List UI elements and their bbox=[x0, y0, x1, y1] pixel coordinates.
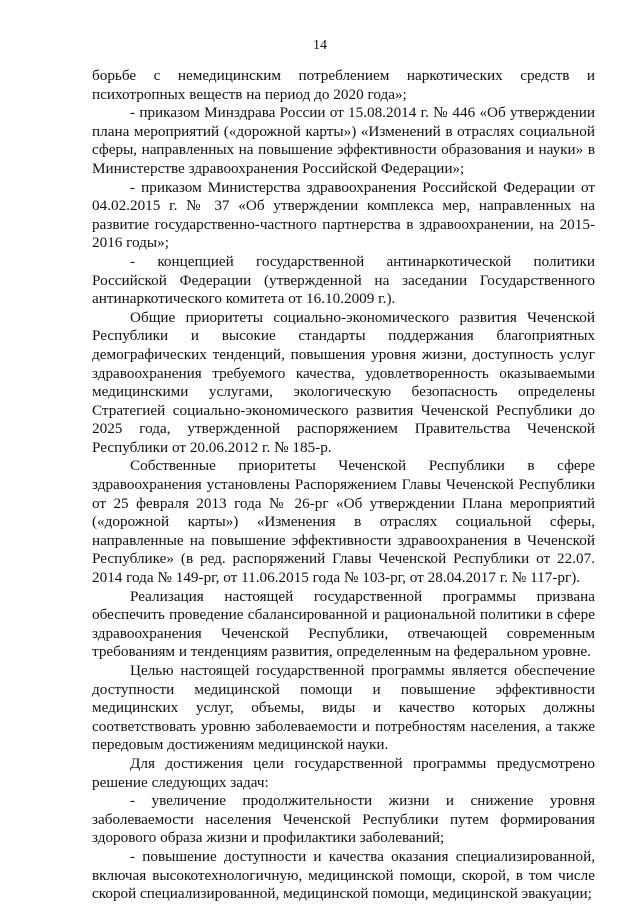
paragraph-tasks-intro: Для достижения цели государственной программы предусмотрено решение следующих задач: bbox=[92, 754, 595, 791]
task-item-life-expectancy: - увеличение продолжительности жизни и снижение уровня заболеваемости населения Чеченской Республики путем формирования здорового образа жизни и профилактики заболеваний; bbox=[92, 792, 595, 847]
paragraph-general-priorities: Общие приоритеты социально-экономического развития Чеченской Республики и высокие стандарты поддержания благоприятных демографических тенденций, повышения уровня жизни, доступность услуг здравоохранения требуемого качества, удовлетворенность оказываемыми медицинскими услугами, экологическую безопасность определены Стратегией социально-экономического развития Чеченской Республики до 2025 года, утвержденной распоряжением Правительства Чеченской Республики от 20.06.2012 г. № 185-р. bbox=[92, 308, 595, 456]
paragraph-implementation: Реализация настоящей государственной программы призвана обеспечить проведение сбалансированной и рациональной политики в сфере здравоохранения Чеченской Республики, отвечающей современным требованиям и тенденциям развития, определенным на федеральном уровне. bbox=[92, 587, 595, 661]
page-number: 14 bbox=[313, 38, 327, 53]
paragraph-goal: Целью настоящей государственной программы является обеспечение доступности медицинской помощи и повышение эффективности медицинских услуг, объемы, виды и качество которых должны соответствовать уровню заболеваемости и потребностям населения, а также передовым достижениям медицинской науки. bbox=[92, 662, 595, 754]
document-body bbox=[92, 67, 595, 904]
list-item-order-446: - приказом Минздрава России от 15.08.2014 г. № 446 «Об утверждении плана мероприятий («дорожной карты») «Изменений в отраслях социальной сферы, направленных на повышение эффективности образования и науки» в Министерстве здравоохранения Российской Федерации»; bbox=[92, 104, 595, 177]
list-item-order-37: - приказом Министерства здравоохранения Российской Федерации от 04.02.2015 г. № 37 «Об утверждении комплекса мер, направленных на развитие государственно-частного партнерства в здравоохранении, на 2015-2016 годы»; bbox=[92, 178, 595, 252]
paragraph-own-priorities: Собственные приоритеты Чеченской Республики в сфере здравоохранения установлены Распоряжением Главы Чеченской Республики от 25 февраля 2013 года № 26-рг «Об утверждении Плана мероприятий («дорожной карты») «Изменения в отраслях социальной сферы, направленные на повышение эффективности здравоохранения в Чеченской Республике» (в ред. распоряжений Главы Чеченской Республики от 22.07. 2014 года № 149-рг, от 11.06.2015 года № 103-рг, от 28.04.2017 г. № 117-рг). bbox=[92, 457, 595, 587]
list-item-concept: - концепцией государственной антинаркотической политики Российской Федерации (утвержденной на заседании Государственного антинаркотического комитета от 16.10.2009 г.). bbox=[92, 252, 595, 308]
paragraph-continuation: борьбе с немедицинским потреблением наркотических средств и психотропных веществ на период до 2020 года»; bbox=[92, 67, 595, 103]
task-item-specialized-care: - повышение доступности и качества оказания специализированной, включая высокотехнологичную, медицинской помощи, скорой, в том числе скорой специализированной, медицинской помощи, медицинской эвакуации; bbox=[92, 847, 595, 903]
